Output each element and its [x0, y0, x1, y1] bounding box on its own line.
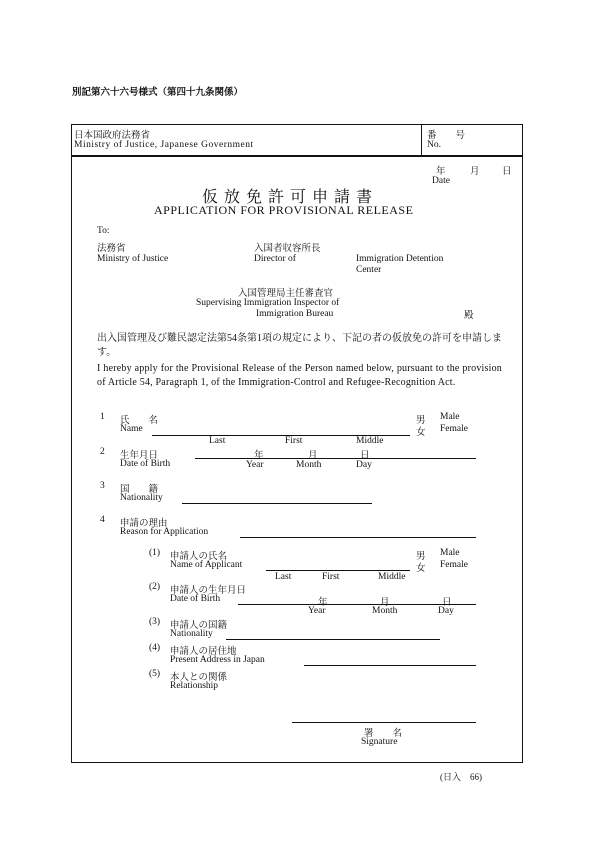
- dob-year-en: Year: [246, 460, 264, 470]
- statement-en: I hereby apply for the Provisional Release of the Person named below, pursuant to the provision of Article 54, Paragraph 1, of the Immigration-Control and Refugee-Recognition Act.: [97, 363, 502, 388]
- app1-en: Name of Applicant: [170, 560, 243, 570]
- app5-jp: 本人との関係: [170, 673, 228, 683]
- app4-en: Present Address in Japan: [170, 655, 265, 665]
- title-en: APPLICATION FOR PROVISIONAL RELEASE: [154, 203, 414, 217]
- number-jp: 番 号: [427, 131, 466, 141]
- dob-field[interactable]: [195, 458, 476, 459]
- inspector-en-2: Immigration Bureau: [256, 309, 334, 319]
- male-jp[interactable]: 男: [416, 416, 426, 426]
- item1-jp: 氏 名: [120, 416, 159, 426]
- form-number-header: 別記第六十六号様式（第四十九条関係）: [72, 88, 244, 98]
- app-female-jp[interactable]: 女: [416, 564, 426, 574]
- female-en: Female: [440, 424, 468, 434]
- name-middle: Middle: [356, 436, 384, 446]
- inspector-jp: 入国管理局主任審査官: [238, 289, 334, 299]
- signature-en: Signature: [361, 737, 398, 747]
- name-first: First: [285, 436, 303, 446]
- item4-en: Reason for Application: [120, 527, 209, 537]
- app1-num: (1): [149, 548, 161, 558]
- app-dob-year-en: Year: [308, 606, 326, 616]
- item1-num: 1: [100, 412, 105, 422]
- app-dob-month-en: Month: [372, 606, 398, 616]
- app2-jp: 申請人の生年月日: [170, 586, 247, 596]
- honorific: 殿: [464, 311, 474, 321]
- dob-year-jp: 年: [254, 451, 264, 461]
- director-jp: 入国者収容所長: [254, 244, 321, 254]
- date-year: 年: [436, 167, 446, 177]
- app-dob-day-en: Day: [438, 606, 454, 616]
- app-male-en: Male: [440, 548, 460, 558]
- male-en: Male: [440, 412, 460, 422]
- applicant-name-field[interactable]: [266, 570, 410, 571]
- statement-jp: 出入国管理及び難民認定法第54条第1項の規定により、下記の者の仮放免の許可を申請します。: [97, 333, 502, 358]
- app-dob-month-jp: 月: [380, 598, 390, 608]
- app2-en: Date of Birth: [170, 594, 221, 604]
- dob-day-jp: 日: [360, 451, 370, 461]
- app3-num: (3): [149, 617, 161, 627]
- gov-en: Ministry of Justice, Japanese Government: [74, 140, 254, 150]
- applicant-dob-field[interactable]: [238, 604, 476, 605]
- signature-jp: 署 名: [364, 729, 403, 739]
- inspector-en-1: Supervising Immigration Inspector of: [196, 298, 340, 308]
- date-month: 月: [470, 167, 480, 177]
- app3-jp: 申請人の国籍: [170, 621, 228, 631]
- app-dob-year-jp: 年: [318, 598, 328, 608]
- female-jp[interactable]: 女: [416, 428, 426, 438]
- applicant-address-field[interactable]: [304, 665, 476, 666]
- app3-en: Nationality: [170, 629, 213, 639]
- app4-num: (4): [149, 643, 161, 653]
- item4-jp: 申請の理由: [120, 519, 168, 529]
- date-day: 日: [502, 167, 512, 177]
- number-en: No.: [427, 140, 441, 150]
- app1-jp: 申請人の氏名: [170, 552, 228, 562]
- dob-month-jp: 月: [308, 451, 318, 461]
- gov-jp: 日本国政府法務省: [74, 131, 151, 141]
- app-female-en: Female: [440, 560, 468, 570]
- dob-day-en: Day: [356, 460, 372, 470]
- director-en: Director of: [254, 254, 296, 264]
- center-en-2: Center: [356, 265, 382, 275]
- date-label: Date: [432, 176, 450, 186]
- app5-num: (5): [149, 669, 161, 679]
- item3-jp: 国 籍: [120, 485, 159, 495]
- ministry-en: Ministry of Justice: [97, 254, 169, 264]
- item3-en: Nationality: [120, 493, 163, 503]
- reason-field[interactable]: [240, 537, 476, 538]
- app4-jp: 申請人の居住地: [170, 647, 237, 657]
- app-name-first: First: [322, 572, 340, 582]
- top-band-divider: [421, 124, 422, 155]
- title-jp: 仮放免許可申請書: [202, 189, 379, 206]
- center-en-1: Immigration Detention: [356, 254, 444, 264]
- to-label: To:: [97, 226, 110, 236]
- app-name-last: Last: [275, 572, 292, 582]
- footer-code: (日入 66): [440, 772, 482, 782]
- ministry-jp: 法務省: [97, 244, 126, 254]
- nationality-field[interactable]: [182, 503, 372, 504]
- item2-jp: 生年月日: [120, 451, 159, 461]
- app-male-jp[interactable]: 男: [416, 552, 426, 562]
- dob-month-en: Month: [296, 460, 322, 470]
- item2-en: Date of Birth: [120, 459, 171, 469]
- item2-num: 2: [100, 447, 105, 457]
- item3-num: 3: [100, 481, 105, 491]
- item1-en: Name: [120, 424, 143, 434]
- item4-num: 4: [100, 515, 105, 525]
- applicant-nationality-field[interactable]: [226, 639, 440, 640]
- name-last: Last: [209, 436, 226, 446]
- app2-num: (2): [149, 582, 161, 592]
- signature-field[interactable]: [292, 722, 476, 723]
- app5-en: Relationship: [170, 681, 219, 691]
- app-name-middle: Middle: [378, 572, 406, 582]
- app-dob-day-jp: 日: [442, 598, 452, 608]
